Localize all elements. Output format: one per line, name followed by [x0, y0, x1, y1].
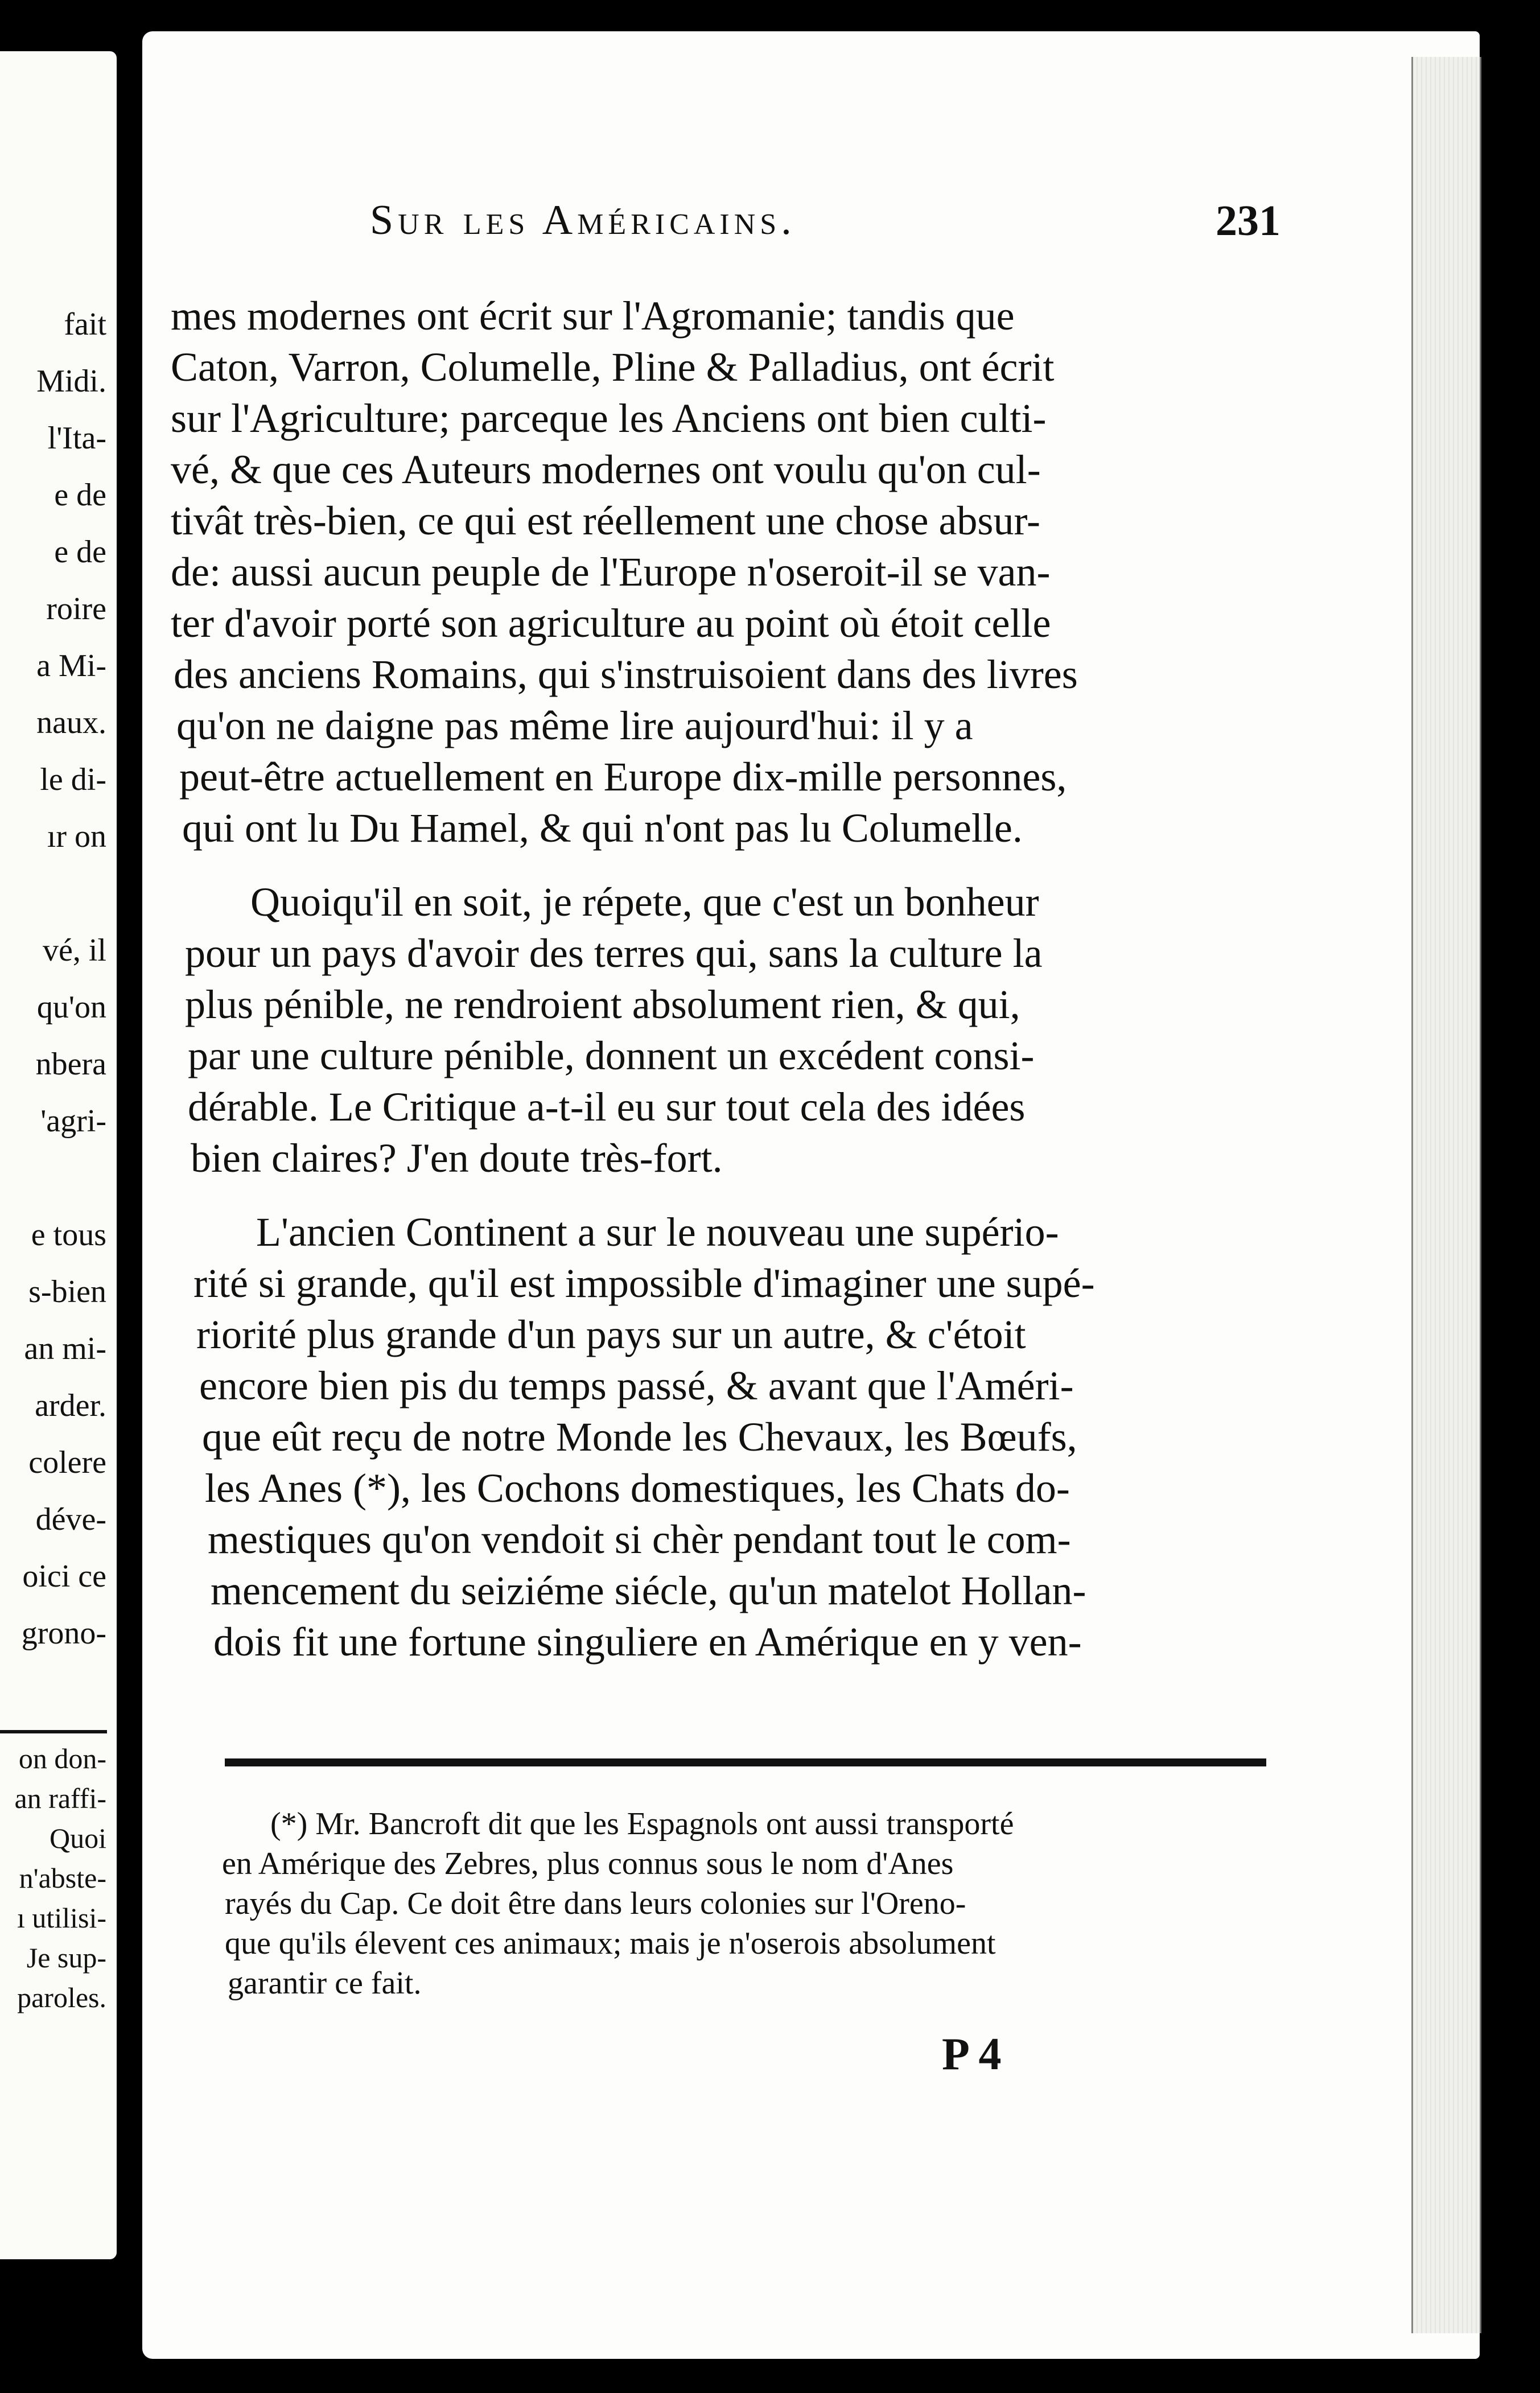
- running-head: [222, 196, 1280, 259]
- facing-page-line: a Mi-: [36, 648, 106, 683]
- text-line: plus pénible, ne rendroient absolument rien, & qui,: [185, 982, 1020, 1027]
- facing-page-line: l'Ita-: [47, 421, 106, 456]
- text-line: les Anes (*), les Cochons domestiques, les Chats do-: [205, 1465, 1070, 1511]
- text-line: mencement du seiziéme siécle, qu'un matelot Hollan-: [211, 1568, 1086, 1613]
- text-line: encore bien pis du temps passé, & avant que l'Améri-: [199, 1363, 1074, 1408]
- text-line: sur l'Agriculture; parceque les Anciens ont bien culti-: [171, 396, 1047, 441]
- text-line: riorité plus grande d'un pays sur un autre, & c'étoit: [196, 1312, 1026, 1357]
- text-line: L'ancien Continent a sur le nouveau une supério-: [256, 1209, 1059, 1255]
- facing-page-line: ı utilisi-: [17, 1902, 106, 1934]
- text-line: qu'on ne daigne pas même lire aujourd'hui: il y a: [176, 703, 973, 748]
- facing-page-line: 'agri-: [40, 1103, 106, 1139]
- facing-page-line: Je sup-: [26, 1942, 106, 1974]
- text-line: rité si grande, qu'il est impossible d'imaginer une supé-: [193, 1261, 1095, 1306]
- text-line: tivât très-bien, ce qui est réellement une chose absur-: [171, 498, 1040, 543]
- text-line: dérable. Le Critique a-t-il eu sur tout cela des idées: [188, 1084, 1026, 1130]
- facing-page-line: e tous: [31, 1217, 106, 1253]
- facing-page-line: arder.: [35, 1388, 106, 1423]
- page-number: 231: [1216, 197, 1280, 245]
- footnote-line: garantir ce fait.: [228, 1966, 422, 2001]
- text-line: bien claires? J'en doute très-fort.: [191, 1135, 723, 1181]
- facing-page-line: naux.: [36, 705, 106, 740]
- footnote-line: (*) Mr. Bancroft dit que les Espagnols ont aussi transporté: [270, 1806, 1014, 1842]
- facing-page-line: e de: [54, 477, 106, 513]
- text-line: peut-être actuellement en Europe dix-mille personnes,: [179, 754, 1067, 800]
- text-line: de: aussi aucun peuple de l'Europe n'oseroit-il se van-: [171, 549, 1051, 595]
- facing-page-line: grono-: [21, 1616, 106, 1651]
- facing-page-line: le di-: [40, 762, 106, 797]
- text-line: vé, & que ces Auteurs modernes ont voulu qu'on cul-: [171, 447, 1041, 492]
- facing-page-line: e de: [54, 534, 106, 570]
- facing-page-line: on don-: [18, 1743, 106, 1774]
- facing-page-line: paroles.: [17, 1982, 106, 2013]
- footnote-line: rayés du Cap. Ce doit être dans leurs colonies sur l'Oreno-: [225, 1886, 966, 1921]
- text-line: mes modernes ont écrit sur l'Agromanie; tandis que: [171, 293, 1015, 339]
- facing-page-line: n'abste-: [19, 1862, 106, 1894]
- text-line: des anciens Romains, qui s'instruisoient dans des livres: [174, 652, 1078, 697]
- text-line: qui ont lu Du Hamel, & qui n'ont pas lu Columelle.: [182, 805, 1023, 851]
- page-edge: [1411, 57, 1481, 2333]
- facing-page-fragment: [0, 51, 117, 2259]
- running-title: Sur les Américains.: [370, 197, 796, 244]
- text-line: ter d'avoir porté son agriculture au point où étoit celle: [171, 600, 1051, 646]
- facing-page-line: an raffi-: [14, 1782, 106, 1814]
- facing-page-line: vé, il: [43, 933, 106, 968]
- text-line: Quoiqu'il en soit, je répete, que c'est un bonheur: [250, 879, 1039, 925]
- signature-mark: P 4: [942, 2029, 1002, 2079]
- text-line: par une culture pénible, donnent un excédent consi-: [188, 1033, 1035, 1078]
- facing-page-line: s-bien: [28, 1274, 106, 1309]
- facing-page-line: Quoi: [50, 1822, 106, 1854]
- facing-page-footnote-rule: [0, 1730, 107, 1733]
- text-line: dois fit une fortune singuliere en Amérique en y ven-: [213, 1619, 1082, 1665]
- facing-page-line: fait: [64, 307, 106, 342]
- text-line: que eût reçu de notre Monde les Chevaux, les Bœufs,: [202, 1414, 1077, 1460]
- facing-page-line: qu'on: [36, 990, 106, 1025]
- text-line: pour un pays d'avoir des terres qui, sans la culture la: [185, 930, 1043, 976]
- footnote-line: en Amérique des Zebres, plus connus sous le nom d'Anes: [222, 1846, 954, 1881]
- text-line: Caton, Varron, Columelle, Pline & Palladius, ont écrit: [171, 344, 1055, 390]
- footnote-line: que qu'ils élevent ces animaux; mais je n'oserois absolument: [225, 1926, 996, 1961]
- facing-page-line: ır on: [47, 819, 106, 854]
- facing-page-line: oici ce: [22, 1559, 106, 1594]
- facing-page-line: colere: [28, 1445, 106, 1480]
- facing-page-line: Midi.: [36, 364, 106, 399]
- text-line: mestiques qu'on vendoit si chèr pendant tout le com-: [208, 1517, 1071, 1562]
- facing-page-line: nbera: [35, 1047, 106, 1082]
- facing-page-line: an mi-: [24, 1331, 106, 1366]
- facing-page-line: déve-: [35, 1502, 106, 1537]
- facing-page-line: roire: [46, 591, 106, 627]
- footnote-rule: [225, 1758, 1266, 1766]
